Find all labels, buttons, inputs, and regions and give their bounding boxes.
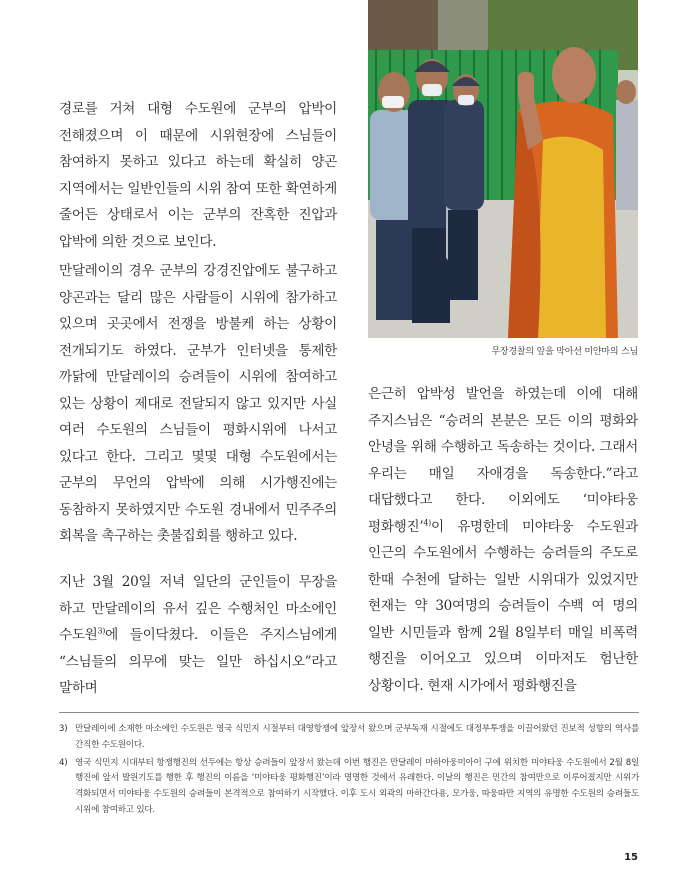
body-paragraph-4 [368,381,638,699]
photo-caption: 무장경찰의 앞을 막아선 미얀마의 스님 [491,347,638,357]
body-paragraph-1: 경로를 거쳐 대형 수도원에 군부의 압박이 전해졌으며 이 때문에 시위현장에 스님들이 참여하지 못하고 있다고 하는데 확실히 양곤 지역에서는 일반인들의 시위 참여 또한 확연하게 줄어든 상태로서 이는 군부의 잔혹한 진압과 압박에 의한 것으로 보인다. [59,101,337,250]
protest-photo [368,0,638,338]
para4-text-a: 은근히 압박성 발언을 하였는데 이에 대해 주지스님은 “승려의 본분은 모든 이의 평화와 안녕을 위해 수행하고 독송하는 것이다. 그래서 우리는 매일 자애경을 독송한다.”라고 대답했다고 한다. 이외에도 ‘미야타웅 평화행진’ [368,386,638,535]
footnote-divider [59,712,639,713]
para4-text-b: 이 유명한데 미야타웅 수도원과 인근의 수도원에서 수행하는 승려들의 주도로 한때 수천에 달하는 일반 시위대가 있었지만 현재는 약 30여명의 승려들이 수백 여 명의 일반 시민들과 함께 2월 8일부터 매일 비폭력 행진을 이어오고 있으며 이마저도 험난한 상황이다. 현재 시가에서 평화행진을 [368,518,638,694]
footnote-3 [59,722,639,754]
body-paragraph-2: 만달레이의 경우 군부의 강경진압에도 불구하고 양곤과는 달리 많은 사람들이 시위에 참가하고 있으며 곳곳에서 전쟁을 방불케 하는 상황이 전개되기도 하였다. 군부가 인터넷을 통제한 까닭에 만달레이의 승려들이 시위에 참여하고 있는 상황이 제대로 전달되지 않고 있지만 사실 여러 수도원의 스님들이 평화시위에 나서고 있다고 한다. 그리고 몇몇 대형 수도원에서는 군부의 무언의 압박에 의해 시가행진에는 동참하지 못하였지만 수도원 경내에서 민주주의 회복을 촉구하는 촛불집회를 행하고 있다. [59,263,337,544]
footnote-text: 영국 식민지 시대부터 항쟁행진의 선두에는 항상 승려들이 앞장서 왔는데 이번 행진은 만달레이 마하아웅미아이 구에 위치한 미야타웅 수도원에서 2월 8일 행진에 앞서 발원기도를 행한 후 행진의 이름을 ‘미야타웅 평화행진’이라 명명한 것에서 유래한다. 이날의 행진은 민간의 참여만으로 이루어졌지만 시위가 격화되면서 미야타웅 수도원의 승려들이 본격적으로 참여하기 시작했다. 이후 도시 외곽의 마하간다용, 모가웅, 따웅따만 지역의 유명한 수도원의 승려들도 시위에 참여하고 있다. [75,757,639,815]
footnote-number: 3) [59,724,68,734]
footnotes [59,722,639,821]
footnote-ref-4[interactable]: 4) [423,517,431,527]
footnote-4 [59,756,639,819]
page-number: 15 [624,852,638,863]
body-paragraph-3 [59,569,337,702]
footnote-ref-3[interactable]: 3) [97,626,106,636]
para3-text-b: 에 들이닥쳤다. 이들은 주지스님에게 “스님들의 의무에 맞는 일만 하십시오”라고 말하며 [59,627,337,696]
para3-text-a: 지난 3월 20일 저녁 일단의 군인들이 무장을 하고 만달레이의 유서 깊은 수행처인 마소에인 수도원 [59,574,337,643]
footnote-number: 4) [59,757,68,768]
footnote-text: 만달레이에 소재한 마소에인 수도원은 영국 식민지 시절부터 대영항쟁에 앞장서 왔으며 군부독재 시절에도 대정부투쟁을 이끌어왔던 진보적 성향의 역사를 간직한 수도원이다. [75,724,639,750]
